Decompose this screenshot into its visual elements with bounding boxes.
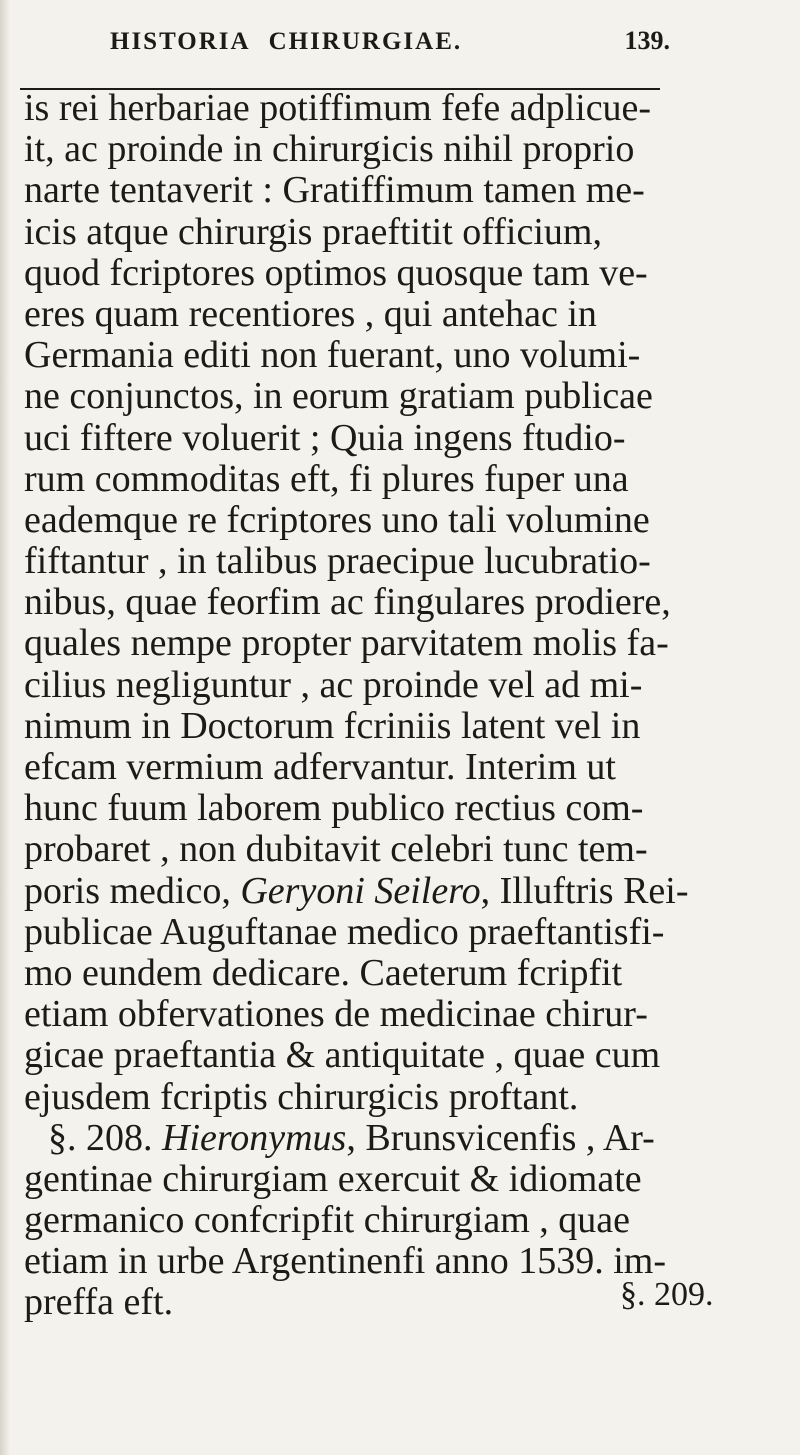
text-line: eres quam recentiores , qui antehac in — [24, 292, 597, 335]
page-gutter-shadow — [0, 0, 10, 1455]
text-line: ne conjunctos, in eorum gratiam publicae — [24, 375, 653, 418]
running-head — [110, 16, 670, 56]
body-text — [24, 87, 689, 1324]
text-line: nibus, quae feorfim ac fingulares prodiere, — [24, 581, 671, 624]
text-line: mo eundem dedicare. Caeterum fcripfit — [24, 951, 623, 994]
section-heading-line — [24, 1118, 684, 1159]
text-line: ejusdem fcriptis chirurgicis proftant. — [24, 1075, 579, 1118]
text-line: nimum in Doctorum fcriniis latent vel in — [24, 704, 641, 747]
person-name-italic: Hieronymus — [162, 1116, 347, 1159]
text-line — [24, 869, 689, 912]
text-run: poris medico, — [24, 869, 241, 912]
text-line: gentinae chirurgiam exercuit & idiomate — [24, 1157, 642, 1200]
text-line: etiam in urbe Argentinenfi anno 1539. im- — [24, 1240, 666, 1283]
text-line: narte tentaverit : Gratiffimum tamen me- — [24, 169, 645, 212]
text-line: Germania editi non fuerant, uno volumi- — [24, 334, 641, 377]
text-line: cilius negliguntur , ac proinde vel ad mi- — [24, 663, 643, 706]
text-line: germanico confcripfit chirurgiam , quae — [24, 1199, 630, 1242]
catchword: §. 209. — [620, 1276, 714, 1313]
text-run: , Brunsvicenfis , Ar- — [346, 1116, 655, 1159]
text-line: rum commoditas eft, fi plures fuper una — [24, 457, 629, 500]
section-number: §. 208. — [48, 1116, 162, 1159]
text-line: is rei herbariae potiffimum fefe adplicue- — [24, 87, 652, 129]
running-head-section-2: CHIRURGIAE. — [268, 28, 463, 55]
text-line: fiftantur , in talibus praecipue lucubratio- — [24, 540, 651, 583]
text-line: quales nempe propter parvitatem molis fa- — [24, 622, 669, 665]
text-line: etiam obfervationes de medicinae chirur- — [24, 993, 648, 1036]
text-line: hunc fuum laborem publico rectius com- — [24, 787, 644, 830]
text-line: publicae Auguftanae medico praeftantisfi- — [24, 910, 665, 953]
text-line: preffa eft. — [24, 1281, 174, 1324]
running-head-section: HISTORIA — [110, 28, 251, 55]
person-name-italic: Geryoni Seilero — [240, 869, 481, 912]
text-line: gicae praeftantia & antiquitate , quae cum — [24, 1034, 661, 1077]
page-number: 139. — [624, 26, 670, 55]
text-line: icis atque chirurgis praeftitit officium, — [24, 210, 602, 253]
text-line: uci fiftere voluerit ; Quia ingens ftudio- — [24, 416, 626, 459]
text-line: efcam vermium adfervantur. Interim ut — [24, 746, 616, 788]
text-line: eademque re fcriptores uno tali volumine — [24, 498, 650, 541]
text-run: , Illuftris Rei- — [480, 869, 689, 912]
text-line: quod fcriptores optimos quosque tam ve- — [24, 251, 648, 294]
text-line: probaret , non dubitavit celebri tunc tem- — [24, 828, 648, 871]
text-line: it, ac proinde in chirurgicis nihil proprio — [24, 128, 635, 171]
